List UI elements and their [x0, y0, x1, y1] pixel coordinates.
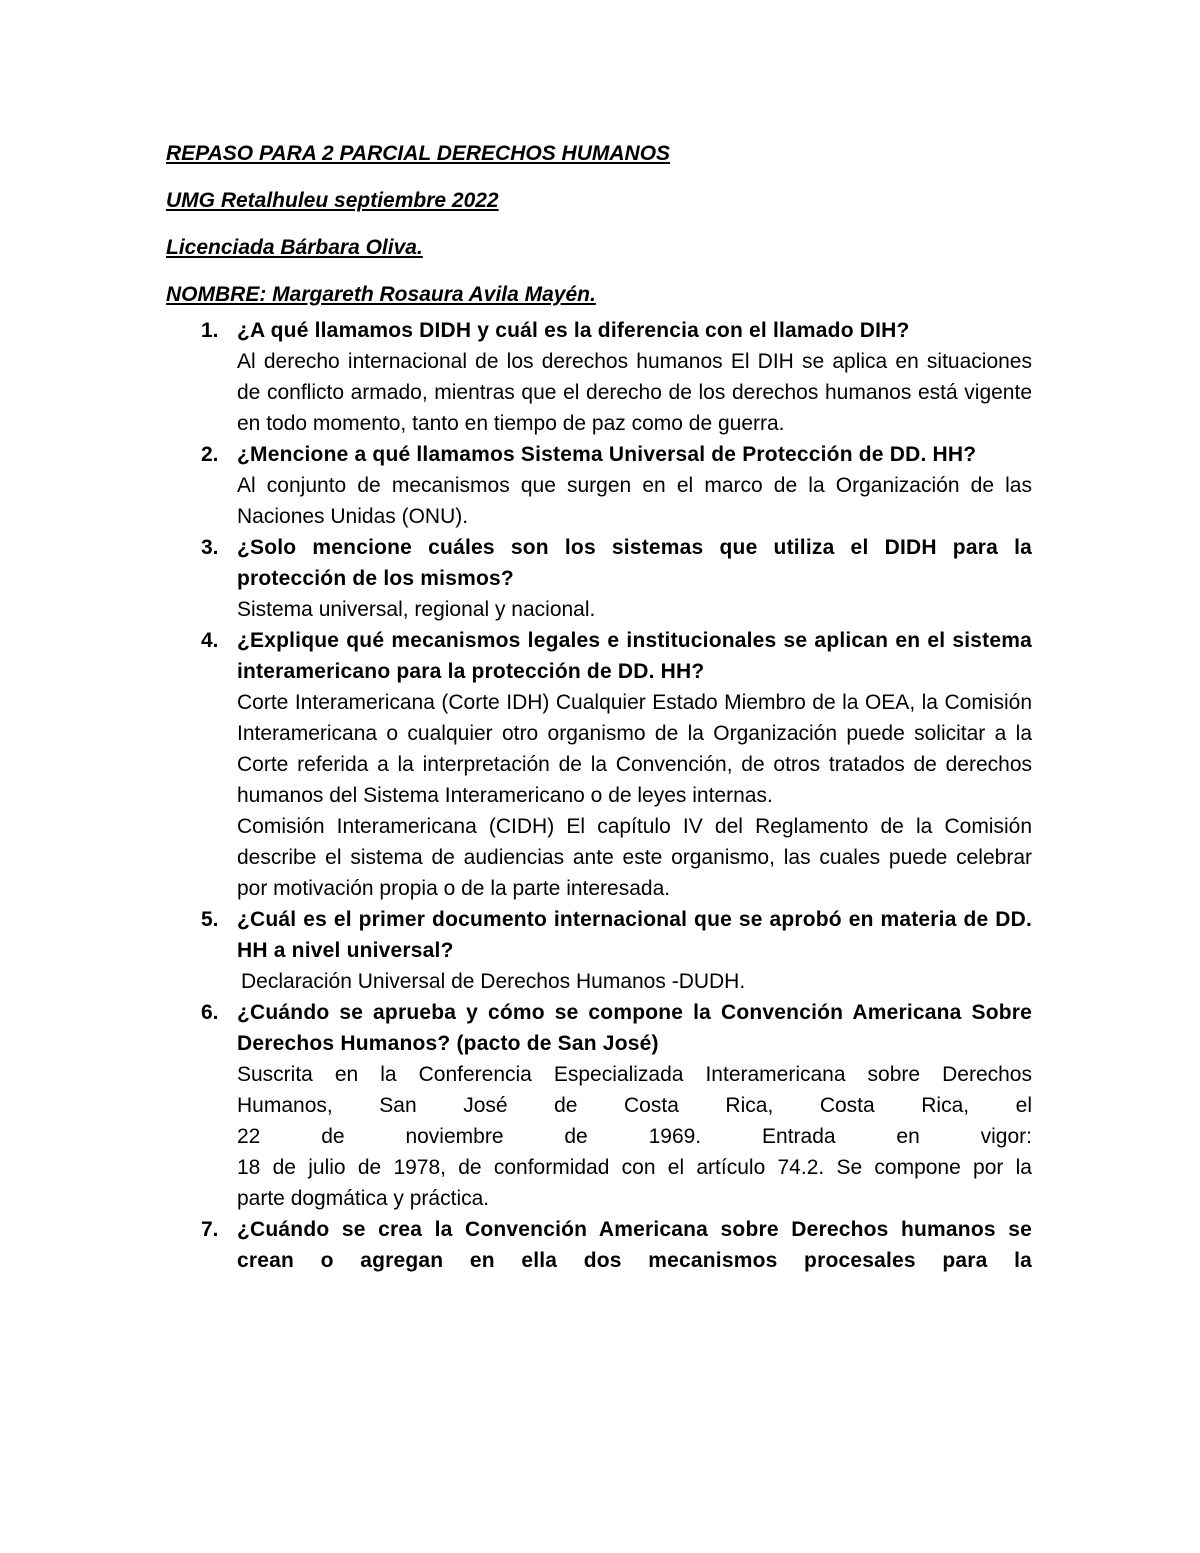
question-number: 6. [201, 1001, 219, 1024]
answer-line: 18 de julio de 1978, de conformidad con el artículo 74.2. Se compone por la [237, 1156, 1032, 1179]
question-item-3 [166, 532, 1032, 625]
answer-text-second: Comisión Interamericana (CIDH) El capítulo IV del Reglamento de la Comisión describe el sistema de audiencias ante este organismo, las cuales puede celebrar por motivación propia o de la parte interesada. [237, 815, 1032, 900]
document-title: REPASO PARA 2 PARCIAL DERECHOS HUMANOS [166, 142, 671, 165]
question-text: ¿Mencione a qué llamamos Sistema Universal de Protección de DD. HH? [237, 443, 977, 466]
question-number: 7. [201, 1218, 219, 1241]
question-number: 1. [201, 319, 219, 342]
question-text: ¿Solo mencione cuáles son los sistemas que utiliza el DIDH para la protección de los mismos? [237, 536, 1032, 590]
answer-line: Humanos, San José de Costa Rica, Costa Rica, el [237, 1094, 1032, 1117]
answer-line: Suscrita en la Conferencia Especializada Interamericana sobre Derechos [237, 1063, 1032, 1086]
answer-line: parte dogmática y práctica. [237, 1187, 490, 1210]
question-list [166, 315, 1032, 1276]
answer-text: Declaración Universal de Derechos Humanos -DUDH. [241, 970, 746, 993]
document-header [166, 138, 670, 326]
question-item-6 [166, 997, 1032, 1214]
question-number: 5. [201, 908, 219, 931]
answer-text: Al conjunto de mecanismos que surgen en el marco de la Organización de las Naciones Unidas (ONU). [237, 474, 1032, 528]
institution-line: UMG Retalhuleu septiembre 2022 [166, 189, 499, 212]
question-text: ¿Explique qué mecanismos legales e institucionales se aplican en el sistema interamericano para la protección de DD. HH? [237, 629, 1032, 683]
question-item-7 [166, 1214, 1032, 1276]
answer-text: Corte Interamericana (Corte IDH) Cualquier Estado Miembro de la OEA, la Comisión Interamericana o cualquier otro organismo de la Organización puede solicitar a la Corte referida a la interpretación de la Convención, de otros tratados de derechos humanos del Sistema Interamericano o de leyes internas. [237, 691, 1032, 807]
question-number: 4. [201, 629, 219, 652]
question-item-4 [166, 625, 1032, 904]
answer-line: 22 de noviembre de 1969. Entrada en vigor: [237, 1125, 1032, 1148]
answer-text: Al derecho internacional de los derechos humanos El DIH se aplica en situaciones de conflicto armado, mientras que el derecho de los derechos humanos está vigente en todo momento, tanto en tiempo de paz como de guerra. [237, 350, 1032, 435]
student-name-line: NOMBRE: Margareth Rosaura Avila Mayén. [166, 283, 596, 306]
question-text: ¿Cuándo se aprueba y cómo se compone la Convención Americana Sobre Derechos Humanos? (pacto de San José) [237, 1001, 1032, 1055]
answer-text [237, 1059, 1032, 1214]
teacher-line: Licenciada Bárbara Oliva. [166, 236, 423, 259]
question-item-5 [166, 904, 1032, 997]
question-item-2 [166, 439, 1032, 532]
answer-text: Sistema universal, regional y nacional. [237, 598, 596, 621]
question-item-1 [166, 315, 1032, 439]
question-text: ¿Cuándo se crea la Convención Americana sobre Derechos humanos se crean o agregan en ella dos mecanismos procesales para la [237, 1218, 1032, 1272]
question-text: ¿A qué llamamos DIDH y cuál es la diferencia con el llamado DIH? [237, 319, 910, 342]
question-number: 2. [201, 443, 219, 466]
question-text: ¿Cuál es el primer documento internacional que se aprobó en materia de DD. HH a nivel universal? [237, 908, 1032, 962]
question-number: 3. [201, 536, 219, 559]
